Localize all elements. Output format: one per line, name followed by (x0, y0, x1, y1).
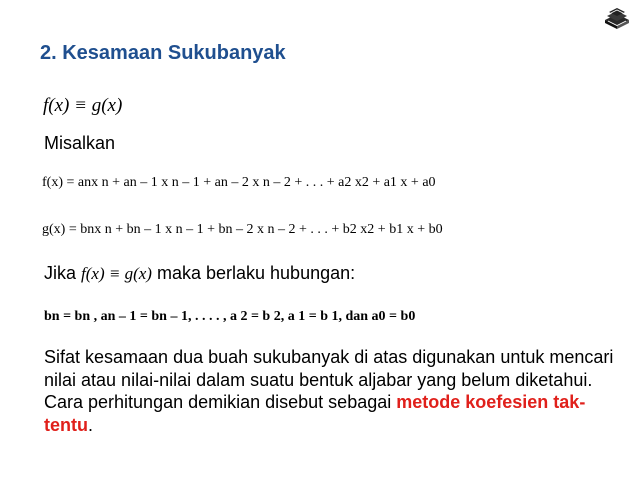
jika-expression: f(x) ≡ g(x) (81, 264, 152, 283)
paragraph-end: . (88, 414, 94, 435)
method-highlight: metode koefesien tak-tentu (44, 392, 586, 435)
jika-suffix: maka berlaku hubungan: (156, 263, 356, 283)
book-icon (602, 6, 632, 30)
jika-line (44, 263, 355, 284)
coefficient-relations: bn = bn , an – 1 = bn – 1, . . . . , a 2 = b 2, a 1 = b 1, dan a0 = b0 (44, 309, 416, 324)
equation-f: f(x) = anx n + an – 1 x n – 1 + an – 2 x n – 2 + . . . + a2 x2 + a1 x + a0 (42, 175, 436, 190)
jika-prefix: Jika (44, 263, 77, 283)
paragraph-text: Sifat kesamaan dua buah sukubanyak di atas digunakan untuk mencari nilai atau nilai-nilai dalam suatu bentuk aljabar yang belum diketahui. Cara perhitungan demikian disebut sebagai (44, 347, 614, 412)
equation-g: g(x) = bnx n + bn – 1 x n – 1 + bn – 2 x n – 2 + . . . + b2 x2 + b1 x + b0 (42, 222, 443, 237)
misalkan-label: Misalkan (44, 133, 116, 153)
slide-title: 2. Kesamaan Sukubanyak (40, 42, 286, 64)
explanation-paragraph (44, 346, 624, 436)
identity-expression: f(x) ≡ g(x) (43, 95, 123, 116)
